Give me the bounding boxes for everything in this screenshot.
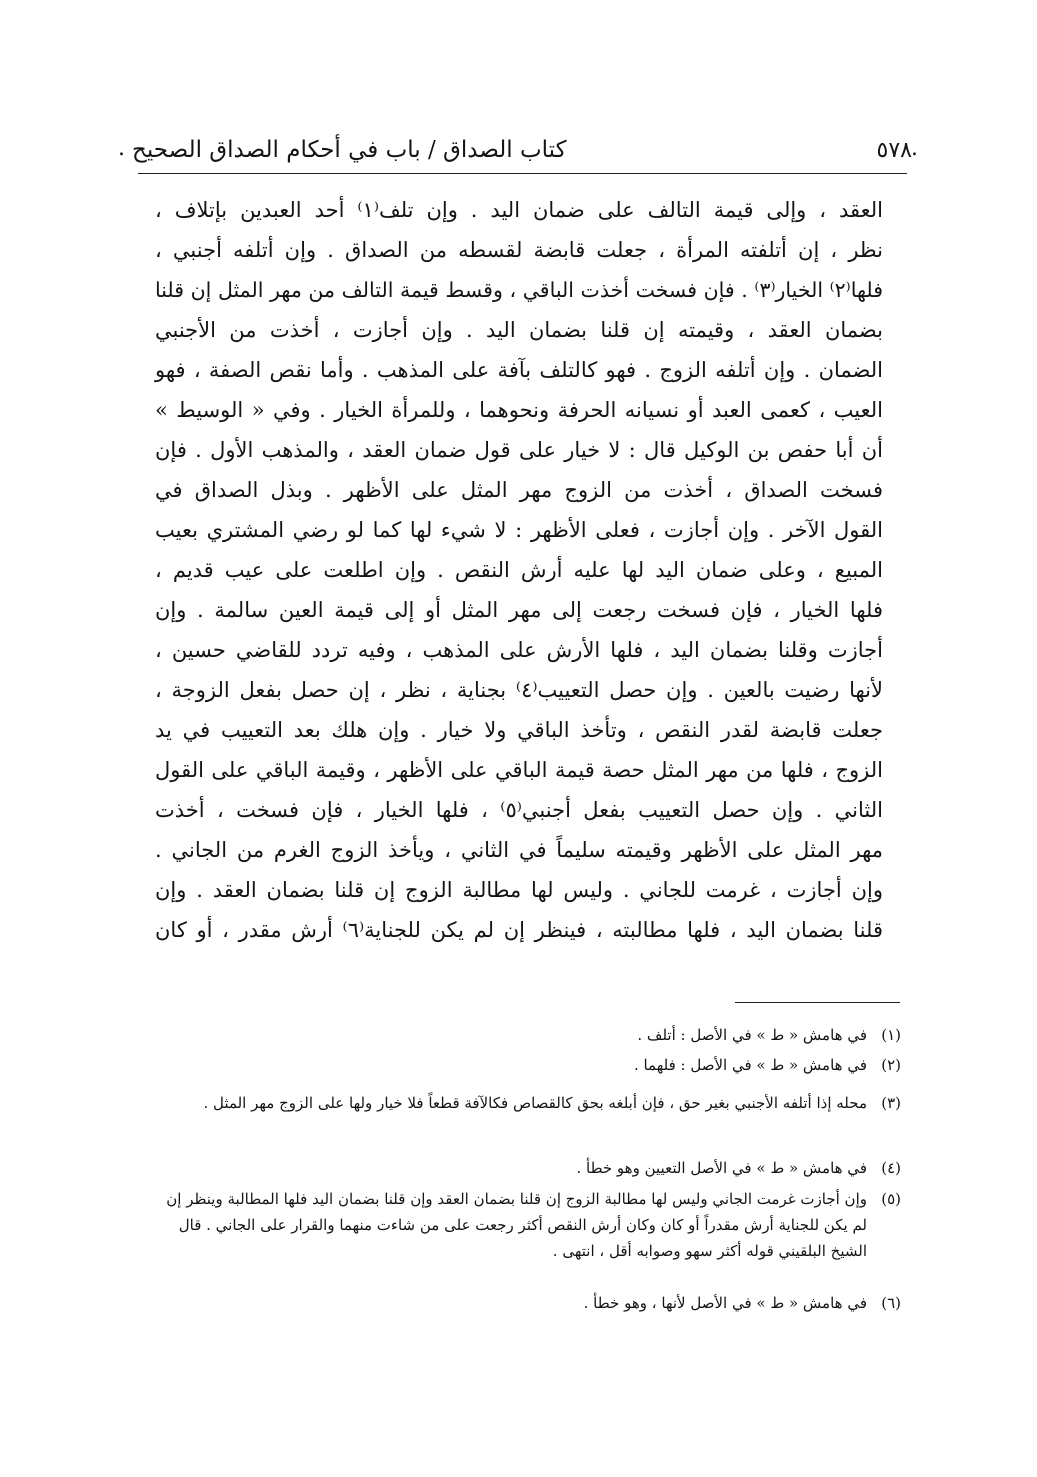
footnote-text: في هامش « ط » في الأصل التعيين وهو خطأ .: [576, 1159, 867, 1177]
footnote-number: (١): [881, 1026, 901, 1044]
footnote-text: محله إذا أتلفه الأجنبي بغير حق ، فإن أبلغه بحق كالقصاص فكالآفة قطعاً فلا خيار ولها على الزوج مهر المثل .: [203, 1094, 867, 1112]
footnote-text: في هامش « ط » في الأصل : أتلف .: [637, 1026, 867, 1044]
text-line: نظر ، إن أتلفته المرأة ، جعلت قابضة لقسطه من الصداق . وإن أتلفه أجنبي ،: [155, 238, 883, 262]
text-line: مهر المثل على الأظهر وقيمته سليماً في الثاني ، ويأخذ الزوج الغرم من الجاني .: [155, 838, 883, 862]
text-line: فسخت الصداق ، أخذت من الزوج مهر المثل على الأظهر . وبذل الصداق في: [155, 478, 883, 502]
text-line: بضمان العقد ، وقيمته إن قلنا بضمان اليد . وإن أجازت ، أخذت من الأجنبي: [155, 318, 883, 342]
footnote-number: (٢): [881, 1056, 901, 1074]
text-line: فلها الخيار ، فإن فسخت رجعت إلى مهر المثل أو إلى قيمة العين سالمة . وإن: [155, 598, 883, 622]
footnote-number: (٦): [881, 1294, 901, 1312]
footnote-separator: [735, 1002, 900, 1003]
text-line: وإن أجازت ، غرمت للجاني . وليس لها مطالبة الزوج إن قلنا بضمان العقد . وإن: [155, 878, 883, 902]
footnote-text: في هامش « ط » في الأصل لأنها ، وهو خطأ .: [583, 1294, 867, 1312]
text-line: العيب ، كعمى العبد أو نسيانه الحرفة ونحوهما ، وللمرأة الخيار . وفي « الوسيط »: [155, 398, 883, 422]
text-line: أجازت وقلنا بضمان اليد ، فلها الأرش على المذهب ، وفيه تردد للقاضي حسين ،: [155, 638, 883, 662]
footnote-6: [156, 1290, 901, 1316]
text-line: قلنا بضمان اليد ، فلها مطالبته ، فينظر إن لم يكن للجناية⁽٦⁾ أرش مقدر ، أو كان: [155, 918, 883, 942]
text-line: جعلت قابضة لقدر النقص ، وتأخذ الباقي ولا خيار . وإن هلك بعد التعييب في يد: [155, 718, 883, 742]
header-rule: [138, 173, 907, 174]
text-line: فلها⁽٢⁾ الخيار⁽٣⁾ . فإن فسخت أخذت الباقي ، وقسط قيمة التالف من مهر المثل إن قلنا: [155, 278, 883, 302]
footnote-text: في هامش « ط » في الأصل : فلهما .: [633, 1056, 867, 1074]
text-line: الزوج ، فلها من مهر المثل حصة قيمة الباقي على الأظهر ، وقيمة الباقي على القول: [155, 758, 883, 782]
text-line: لأنها رضيت بالعين . وإن حصل التعييب⁽٤⁾ بجناية ، نظر ، إن حصل بفعل الزوجة ،: [155, 678, 883, 702]
footnote-5: [156, 1186, 901, 1264]
footnote-4: [156, 1155, 901, 1181]
text-line: أن أبا حفص بن الوكيل قال : لا خيار على قول ضمان العقد ، والمذهب الأول . فإن: [155, 438, 883, 462]
text-line: القول الآخر . وإن أجازت ، فعلى الأظهر : لا شيء لها كما لو رضي المشتري بعيب: [155, 518, 883, 542]
text-line: الضمان . وإن أتلفه الزوج . فهو كالتلف بآفة على المذهب . وأما نقص الصفة ، فهو: [155, 358, 883, 382]
running-header: . ٥٧٨ كتاب الصداق / باب في أحكام الصداق الصحيح .: [118, 136, 918, 163]
footnote-text: وإن أجازت غرمت الجاني وليس لها مطالبة الزوج إن قلنا بضمان العقد وإن قلنا بضمان اليد فلها المطالبة وينظر إن لم يكن للجناية أرش مقدراً أو كان وكان أرش النقص أكثر رجعت على من شاءت منهما والقرار على الجاني . قال الشيخ البلقيني قوله أكثر سهو وصوابه أقل ، انتهى .: [166, 1190, 867, 1260]
footnote-number: (٣): [881, 1094, 901, 1112]
page-number: ٥٧٨: [876, 137, 912, 163]
text-line: الثاني . وإن حصل التعييب بفعل أجنبي⁽٥⁾ ، فلها الخيار ، فإن فسخت ، أخذت: [155, 798, 884, 822]
text-line: العقد ، وإلى قيمة التالف على ضمان اليد . وإن تلف⁽١⁾ أحد العبدين بإتلاف ،: [155, 198, 884, 222]
footnote-2: [156, 1052, 901, 1078]
footnote-number: (٤): [881, 1159, 901, 1177]
footnote-1: [156, 1022, 901, 1048]
running-title: كتاب الصداق / باب في أحكام الصداق الصحيح: [132, 137, 567, 163]
text-line: المبيع ، وعلى ضمان اليد لها عليه أرش النقص . وإن اطلعت على عيب قديم ،: [155, 558, 883, 582]
footnote-3: [156, 1090, 901, 1116]
footnote-number: (٥): [881, 1190, 901, 1208]
